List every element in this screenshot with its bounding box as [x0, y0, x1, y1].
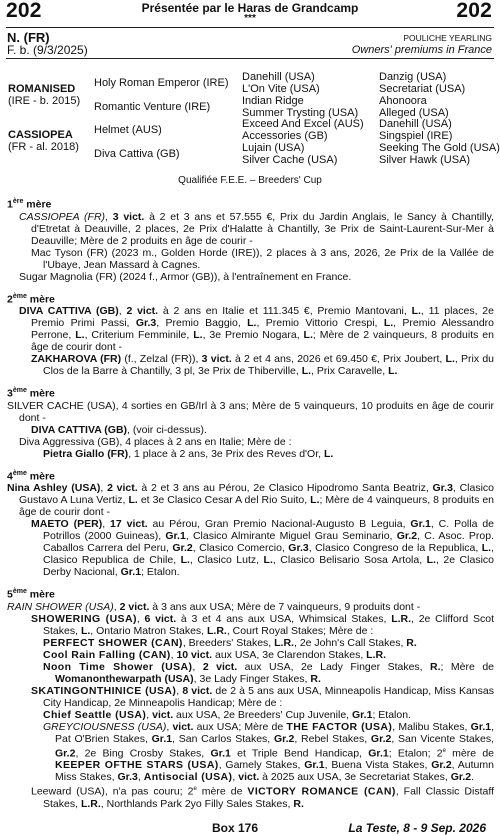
- pedigree-gen4-2: Secretariat (USA): [379, 83, 466, 95]
- first-dam-heading: 1ère mère: [7, 198, 52, 211]
- fifth-dam-grandproduce-4: Chief Seattle (USA), vict. aux USA, 2e Breeders' Cup Juvenile, Gr.1; Etalon.: [43, 708, 411, 721]
- fifth-dam-record: RAIN SHOWER (USA), 2 vict. à 3 ans aux USA; Mère de 7 vainqueurs, 9 produits dont -: [7, 600, 421, 613]
- third-dam-produce-1: DIVA CATTIVA (GB), (voir ci-dessus).: [31, 423, 207, 436]
- pedigree-gen4-4: Alleged (USA): [379, 107, 449, 119]
- pedigree-gen3-1: Danehill (USA): [242, 71, 315, 83]
- pedigree-gen4-7: Seeking The Gold (USA): [379, 142, 500, 154]
- fifth-dam-produce-2: SKATINGONTHINICE (USA), 8 vict. de 2 à 5 ans aux USA, Minneapolis Handicap, Miss Kansas City Handicap, 2e Minneapolis Handicap; Mère de :: [31, 684, 494, 709]
- owners-premiums: Owners' premiums in France: [351, 44, 492, 56]
- qualification-line: Qualifiée F.E.E. – Breeders' Cup: [178, 175, 322, 186]
- third-dam-heading: 3ème mère: [7, 387, 55, 400]
- pedigree-gen4-8: Silver Hawk (USA): [379, 154, 471, 166]
- second-dam-record: DIVA CATTIVA (GB), 2 vict. à 2 ans en Italie et 111.345 €, Premio Mantovani, L., 11 places, 2e Premio Primi Passi, Gr.3, Premio Baggio, L., Premio Vittorio Crespi, L., Premio Alessandro Perrone, L., Criterium Femminile, L., 3e Premio Nogara, L.; Mère de 2 vainqueurs, 8 produits en âge de courir dont -: [19, 305, 494, 353]
- fifth-dam-produce-1: SHOWERING (USA), 6 vict. à 3 et 4 ans aux USA, Whimsical Stakes, L.R., 2e Clifford Scot Stakes, L., Ontario Matron Stakes, L.R., Court Royal Stakes; Mère de :: [31, 612, 494, 637]
- third-dam-produce-2: Diva Aggressiva (GB), 4 places à 2 ans en Italie; Mère de :: [19, 435, 292, 448]
- pedigree-gen4-1: Danzig (USA): [379, 71, 447, 83]
- lot-number-left: 202: [6, 0, 42, 22]
- pedigree-gen3-5: Exceed And Excel (AUS): [242, 118, 364, 130]
- pedigree-gen3-8: Silver Cache (USA): [242, 154, 338, 166]
- fifth-dam-grandproduce-1: PERFECT SHOWER (CAN), Breeders' Stakes, L.R., 2e John's Call Stakes, R.: [43, 636, 417, 649]
- fifth-dam-heading: 5ème mère: [7, 588, 55, 601]
- fifth-dam-produce-3: Leeward (USA), n'a pas couru; 2e mère de VICTORY ROMANCE (CAN), Fall Classic Distaff Stakes, L.R., Northlands Park 2yo Filly Sales Stakes, R.: [31, 785, 494, 810]
- sire-name: ROMANISED: [8, 83, 76, 95]
- pedigree-divider: [6, 58, 494, 59]
- pedigree-gen4-5: Danehill (USA): [379, 118, 452, 130]
- fifth-dam-grandproduce-2: Cool Rain Falling (CAN), 10 vict. aux USA, 3e Clarendon Stakes, L.R.: [43, 648, 386, 661]
- pedigree-gen4-6: Singspiel (IRE): [379, 130, 453, 142]
- pedigree-gen3-2: L'On Vite (USA): [242, 83, 320, 95]
- fourth-dam-heading: 4ème mère: [7, 469, 55, 482]
- horse-name: N. (FR): [7, 30, 50, 45]
- lot-number-right: 202: [456, 0, 492, 22]
- pedigree-gen3-3: Indian Ridge: [242, 95, 304, 107]
- first-dam-record: CASSIOPEA (FR), 3 vict. à 2 et 3 ans et 57.555 €, Prix du Jardin Anglais, le Sancy à Chantilly, d'Etretat à Deauville, 2 places, 2e Prix d'Halatte à Chantilly, 3e Prix de Saint-Laurent-Sur-Mer à Deauville; Mère de 2 produits en âge de courir -: [19, 210, 494, 247]
- family-section: [7, 196, 494, 810]
- third-dam-grandproduce: Pietra Giallo (FR), 1 place à 2 ans, 3e Prix des Reves d'Or, L.: [43, 447, 334, 460]
- pedigree-gen2-2: Romantic Venture (IRE): [94, 101, 211, 113]
- pedigree-gen3-6: Accessories (GB): [242, 130, 328, 142]
- second-dam-produce-1: ZAKHAROVA (FR) (f., Zelzal (FR)), 3 vict. à 2 et 4 ans, 2026 et 69.450 €, Prix Joubert, L., Prix du Clos de la Barre à Chantilly, 3 pl, 3e Prix de Thiberville, L., Prix Caravelle, L.: [31, 353, 494, 377]
- sale-venue-date: La Teste, 8 - 9 Sep. 2026: [348, 821, 486, 835]
- dam-info: (FR - al. 2018): [8, 141, 79, 153]
- pedigree-gen2-4: Diva Cattiva (GB): [94, 148, 180, 160]
- fifth-dam-grandproduce-3: Noon Time Shower (USA), 2 vict. aux USA, 2e Lady Finger Stakes, R.; Mère de Womanonthewarpath (USA), 3e Lady Finger Stakes, R.: [43, 660, 494, 685]
- consignor-stars: ***: [244, 13, 256, 24]
- sire-info: (IRE - b. 2015): [8, 95, 81, 107]
- fourth-dam-record: Nina Ashley (USA), 2 vict. à 2 et 3 ans au Pérou, 2e Clasico Hipodromo Santa Beatriz, Gr.3, Clasico Gustavo A Luna Vertiz, L. et 3e Clasico Cesar A del Rio Suito, L.; Mère de 4 vainqueurs, 8 produits en âge de courir dont -: [7, 482, 495, 518]
- horse-category: POULICHE YEARLING: [403, 33, 492, 43]
- pedigree-gen2-1: Holy Roman Emperor (IRE): [94, 77, 229, 89]
- third-dam-record: SILVER CACHE (USA), 4 sorties en GB/Irl à 3 ans; Mère de 5 vainqueurs, 10 produits en âge de courir dont -: [7, 399, 494, 424]
- box-number: Box 176: [212, 821, 259, 835]
- first-dam-produce-1: Mac Tyson (FR) (2023 m., Golden Horde (IRE)), 2 places à 3 ans, 2026, 2e Prix de la Vallée de l'Ubaye, Jean Massard à Cagnes.: [31, 246, 494, 271]
- first-dam-produce-2: Sugar Magnolia (FR) (2024 f., Armor (GB)), à l'entraînement en France.: [19, 270, 352, 283]
- dam-name: CASSIOPEA: [8, 129, 73, 141]
- second-dam-heading: 2ème mère: [7, 292, 55, 305]
- header-divider: [6, 27, 494, 28]
- consignor-title: Présentée par le Haras de Grandcamp: [141, 1, 359, 15]
- pedigree-gen3-7: Lujain (USA): [242, 142, 305, 154]
- fifth-dam-grandproduce-5: GREYCIOUSNESS (USA), vict. aux USA; Mère de THE FACTOR (USA), Malibu Stakes, Gr.1, Pat O'Brien Stakes, Gr.1, San Carlos Stakes, Gr.2, Rebel Stakes, Gr.2, San Vicente Stakes, Gr.2, 2e Bing Crosby Stakes, Gr.1 et Triple Bend Handicap, Gr.1; Etalon; 2e mère de KEEPER OFTHE STARS (USA), Gamely Stakes, Gr.1, Buena Vista Stakes, Gr.2, Autumn Miss Stakes, Gr.3, Antisocial (USA), vict. à 2025 aux USA, 3e Secretariat Stakes, Gr.2.: [43, 720, 495, 783]
- horse-colour-dob: F. b. (9/3/2025): [7, 43, 88, 57]
- pedigree-gen3-4: Summer Trysting (USA): [242, 107, 359, 119]
- pedigree-gen4-3: Ahonoora: [379, 95, 427, 107]
- fourth-dam-produce-1: MAETO (PER), 17 vict. au Pérou, Gran Premio Nacional-Augusto B Leguia, Gr.1, C. Polla de Potrillos (2000 Guineas), Gr.1, Clasico Almirante Miguel Grau Seminario, Gr.2, C. Asoc. Prop. Caballos Carrera del Peru, Gr.2, Clasico Comercio, Gr.3, Clasico Congreso de la Republica, L., Clasico Republica de Chile, L., Clasico Lutz, L., Clasico Belisario Sosa Artola, L., 2e Clasico Derby Nacional, Gr.1; Etalon.: [31, 518, 494, 578]
- pedigree-gen2-3: Helmet (AUS): [94, 124, 162, 136]
